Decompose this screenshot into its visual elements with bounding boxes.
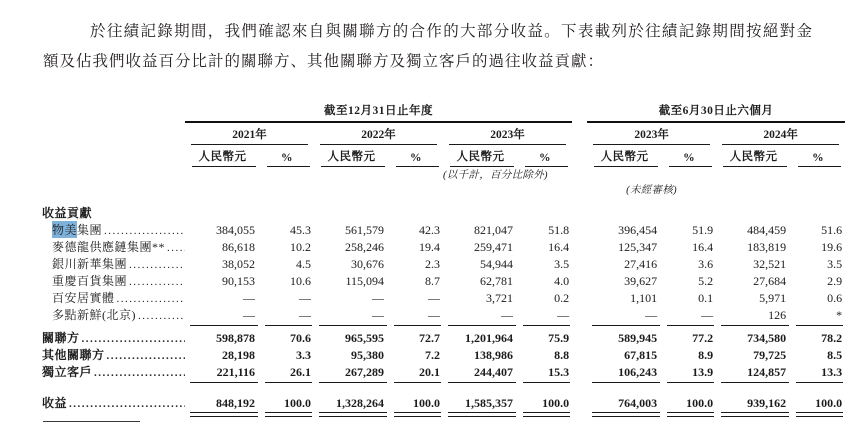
column-rule: [791, 411, 845, 420]
cell-value: 1,328,264: [336, 396, 384, 410]
row-label-text: 麥德龍供應鏈集團**: [52, 240, 166, 254]
row-label: [42, 272, 185, 289]
cell-value: 75.9: [548, 331, 570, 345]
cell-value: 1,201,964: [465, 331, 513, 345]
double-rule-row: [42, 411, 845, 420]
column-rule: [260, 411, 314, 420]
subcolumn-header-row: [42, 145, 845, 167]
cell-value: 19.4: [419, 240, 440, 254]
cell-value: 10.6: [290, 274, 311, 288]
cell-value: 3.5: [554, 257, 570, 271]
cell-value: 267,289: [345, 365, 384, 379]
col-group-annual: 截至12月31日止年度: [185, 100, 572, 122]
cell-value: 51.6: [821, 223, 843, 237]
year-header-2022: 2022年: [314, 122, 443, 145]
cell-value: —: [428, 308, 440, 322]
cell-value: 244,407: [474, 365, 513, 379]
percent-header: %: [260, 145, 314, 167]
cell-value: 70.6: [290, 331, 311, 345]
cell-value: 0.2: [554, 291, 570, 305]
column-group-header-row: [42, 100, 845, 122]
cell-value: 30,676: [351, 257, 384, 271]
column-rule: [587, 411, 662, 420]
currency-header: 人民幣元: [716, 145, 791, 167]
table-row: [42, 329, 845, 346]
cell-value: 4.0: [554, 274, 570, 288]
column-gap: [572, 363, 587, 380]
year-header-2023: 2023年: [443, 122, 572, 145]
cell-value: 384,055: [216, 223, 255, 237]
empty-cell: [716, 182, 845, 197]
dot-leader: [104, 225, 185, 237]
currency-header: 人民幣元: [185, 145, 260, 167]
percent-header: %: [791, 145, 845, 167]
cell-value: 821,047: [474, 223, 513, 237]
cell-value: 13.9: [692, 365, 714, 379]
row-label: [42, 363, 185, 380]
empty-cell: [587, 167, 845, 182]
row-label-text: 重慶百貨集團: [52, 274, 128, 288]
cell-value: 396,454: [618, 223, 658, 237]
row-label-text: 多點新鮮(北京): [52, 308, 136, 322]
row-label: [42, 289, 185, 306]
row-label-text: 其他關聯方: [42, 348, 105, 362]
row-label: [42, 386, 185, 411]
table-row: [42, 221, 845, 238]
cell-value: 221,116: [216, 365, 255, 379]
cell-value: 965,595: [345, 331, 384, 345]
row-label: [42, 221, 185, 238]
column-rule: [662, 411, 716, 420]
cell-value: —: [701, 308, 714, 322]
cell-value: 10.2: [290, 240, 311, 254]
cell-value: 19.6: [821, 240, 843, 254]
cell-value: 1,101: [630, 291, 658, 305]
cell-value: —: [243, 291, 255, 305]
cell-value: 16.4: [692, 240, 714, 254]
table-row: [42, 272, 845, 289]
year-header-2024-interim: 2024年: [716, 122, 845, 145]
empty-cell: [42, 167, 443, 182]
cell-value: —: [299, 308, 311, 322]
cell-value: 39,627: [624, 274, 658, 288]
table-row: [42, 289, 845, 306]
revenue-contribution-table: [42, 100, 845, 420]
cell-value: 115,094: [345, 274, 384, 288]
cell-value: —: [557, 308, 570, 322]
column-rule: [518, 411, 572, 420]
column-gap: [572, 238, 587, 255]
table-row: [42, 255, 845, 272]
row-label-text: 收益: [42, 396, 68, 410]
cell-value: 54,944: [480, 257, 513, 271]
column-gap: [572, 100, 587, 122]
cell-value: 51.8: [548, 223, 570, 237]
column-gap: [572, 182, 587, 197]
cell-value: 79,725: [753, 348, 787, 362]
column-rule: [314, 411, 389, 420]
cell-value: 3.6: [698, 257, 714, 271]
row-label: [42, 255, 185, 272]
row-label: [42, 346, 185, 363]
dot-leader: [129, 276, 185, 288]
dot-leader: [94, 367, 185, 379]
row-label-text: 獨立客戶: [42, 365, 93, 379]
cell-value: 38,052: [222, 257, 255, 271]
column-gap: [572, 122, 587, 145]
cell-value: 0.6: [827, 291, 843, 305]
cell-value: 2.9: [827, 274, 843, 288]
cell-value: 67,815: [624, 348, 658, 362]
column-gap: [572, 386, 587, 411]
unaudited-note: (未經審核): [626, 185, 677, 196]
cell-value: 2.3: [425, 257, 440, 271]
column-gap: [572, 272, 587, 289]
row-label-text: 集團: [77, 223, 103, 237]
units-note: (以千計，百分比除外): [443, 170, 548, 181]
cell-value: 77.2: [692, 331, 714, 345]
empty-cell: [42, 100, 185, 122]
cell-value: —: [428, 291, 440, 305]
units-note-row: [42, 167, 845, 182]
cell-value: 125,347: [618, 240, 658, 254]
cell-value: 8.5: [827, 348, 843, 362]
table-row: [42, 238, 845, 255]
cell-value: *: [836, 308, 843, 322]
cell-value: 100.0: [542, 396, 570, 410]
cell-value: 8.8: [554, 348, 570, 362]
cell-value: 51.9: [692, 223, 714, 237]
column-rule: [185, 411, 260, 420]
cell-value: 27,684: [753, 274, 787, 288]
cell-value: 8.7: [425, 274, 440, 288]
table-row: [42, 306, 845, 323]
section-header-row: [42, 197, 845, 221]
year-header-row: [42, 122, 845, 145]
cell-value: 16.4: [548, 240, 570, 254]
cell-value: —: [501, 308, 513, 322]
percent-header: %: [389, 145, 443, 167]
dot-leader: [167, 242, 185, 254]
cell-value: 764,003: [618, 396, 658, 410]
cell-value: 0.1: [698, 291, 714, 305]
dot-leader: [129, 259, 185, 271]
cell-value: 259,471: [474, 240, 513, 254]
cell-value: 32,521: [753, 257, 787, 271]
cell-value: 7.2: [425, 348, 440, 362]
row-label-text: 關聯方: [42, 331, 80, 345]
cell-value: 589,945: [618, 331, 658, 345]
cell-value: 4.5: [296, 257, 311, 271]
column-gap: [572, 346, 587, 363]
cell-value: 8.9: [698, 348, 714, 362]
cell-value: 126: [768, 308, 787, 322]
column-gap: [572, 167, 587, 182]
cell-value: 258,246: [345, 240, 384, 254]
cell-value: —: [372, 308, 384, 322]
section-header-revenue-contribution: 收益貢獻: [42, 206, 93, 220]
row-label-text: 銀川新華集團: [52, 257, 128, 271]
empty-cell: [42, 182, 572, 197]
unaudited-note-row: [42, 182, 845, 197]
column-gap: [572, 289, 587, 306]
dot-leader: [107, 350, 185, 362]
table-row: [42, 363, 845, 380]
row-label-text: 百安居實體: [52, 291, 115, 305]
cell-value: 183,819: [747, 240, 787, 254]
cell-value: 5.2: [698, 274, 714, 288]
cell-value: 86,618: [222, 240, 255, 254]
cell-value: 100.0: [413, 396, 440, 410]
row-label: [42, 306, 185, 323]
cell-value: 848,192: [216, 396, 255, 410]
cell-value: 45.3: [290, 223, 311, 237]
cell-value: 20.1: [419, 365, 440, 379]
empty-cell: [42, 145, 185, 167]
currency-header: 人民幣元: [587, 145, 662, 167]
cell-value: 939,162: [747, 396, 787, 410]
currency-header: 人民幣元: [314, 145, 389, 167]
cell-value: 28,198: [222, 348, 255, 362]
cell-value: 3,721: [486, 291, 513, 305]
year-header-2023-interim: 2023年: [587, 122, 716, 145]
cell-value: 138,986: [474, 348, 513, 362]
column-gap: [572, 306, 587, 323]
cell-value: —: [299, 291, 311, 305]
cell-value: 62,781: [480, 274, 513, 288]
row-label: [42, 329, 185, 346]
dot-leader: [69, 398, 185, 410]
cell-value: 95,380: [351, 348, 384, 362]
cell-value: 1,585,357: [465, 396, 513, 410]
column-gap: [572, 329, 587, 346]
cell-value: 100.0: [815, 396, 843, 410]
column-gap: [572, 145, 587, 167]
cell-value: 106,243: [618, 365, 658, 379]
cell-value: 90,153: [222, 274, 255, 288]
cell-value: 13.3: [821, 365, 843, 379]
cell-value: 598,878: [216, 331, 255, 345]
cell-value: 72.7: [419, 331, 440, 345]
cell-value: —: [645, 308, 658, 322]
row-label: [42, 238, 185, 255]
cell-value: —: [243, 308, 255, 322]
percent-header: %: [662, 145, 716, 167]
table-row: [42, 346, 845, 363]
column-rule: [443, 411, 518, 420]
dot-leader: [138, 310, 185, 322]
cell-value: 561,579: [345, 223, 384, 237]
cell-value: 26.1: [290, 365, 311, 379]
cell-value: 3.3: [296, 348, 311, 362]
cell-value: 78.2: [821, 331, 843, 345]
cell-value: 734,580: [747, 331, 787, 345]
column-gap: [572, 255, 587, 272]
cell-value: 484,459: [747, 223, 787, 237]
dot-leader: [82, 333, 185, 345]
cell-value: 5,971: [759, 291, 787, 305]
cell-value: —: [372, 291, 384, 305]
cell-value: 15.3: [548, 365, 570, 379]
column-rule: [389, 411, 443, 420]
column-gap: [572, 221, 587, 238]
year-header-2021: 2021年: [185, 122, 314, 145]
column-rule: [716, 411, 791, 420]
percent-header: %: [518, 145, 572, 167]
footnote-separator: [43, 421, 140, 422]
col-group-interim: 截至6月30日止六個月: [587, 100, 845, 122]
cell-value: 27,416: [624, 257, 658, 271]
cell-value: 42.3: [419, 223, 440, 237]
empty-cell: [42, 122, 185, 145]
cell-value: 100.0: [686, 396, 714, 410]
cell-value: 3.5: [827, 257, 843, 271]
currency-header: 人民幣元: [443, 145, 518, 167]
dot-leader: [117, 293, 185, 305]
intro-paragraph: 於往績記錄期間，我們確認來自與關聯方的合作的大部分收益。下表載列於往績記錄期間按絕對金額及佔我們收益百分比計的關聯方、其他關聯方及獨立客戶的過往收益貢獻：: [43, 22, 813, 70]
highlighted-text: 物美: [52, 223, 78, 237]
cell-value: 124,857: [747, 365, 787, 379]
cell-value: 100.0: [284, 396, 311, 410]
table-row: [42, 386, 845, 411]
